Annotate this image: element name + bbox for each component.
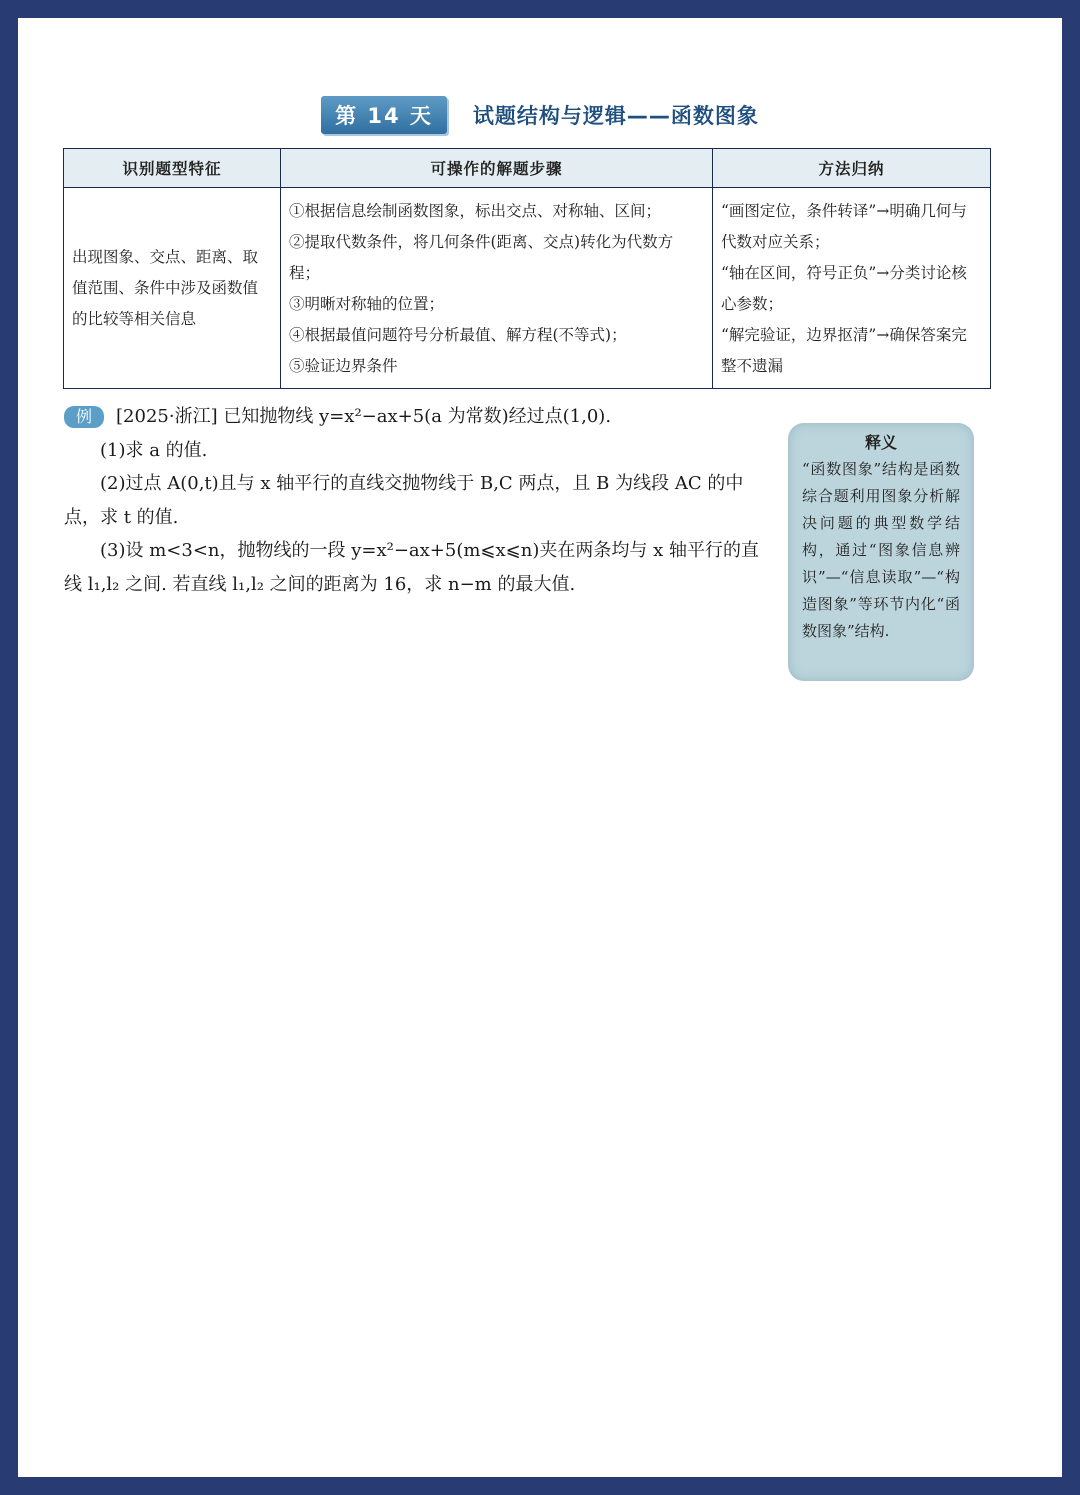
method-item: “解完验证，边界抠清”→确保答案完整不遗漏 bbox=[721, 326, 967, 375]
header-steps: 可操作的解题步骤 bbox=[281, 149, 713, 188]
note-title: 释义 bbox=[864, 433, 897, 452]
example-stem: 已知抛物线 y=x²−ax+5(a 为常数)经过点(1,0). bbox=[223, 406, 612, 427]
example-problem bbox=[64, 400, 764, 601]
step-item: ③明晰对称轴的位置； bbox=[289, 295, 445, 313]
question-3: (3)设 m<3<n，抛物线的一段 y=x²−ax+5(m⩽x⩽n)夹在两条均与 x 轴平行的直线 l₁,l₂ 之间. 若直线 l₁,l₂ 之间的距离为 16，求 n−m 的最大值. bbox=[64, 540, 759, 595]
day-badge: 第 14 天 bbox=[321, 96, 447, 134]
example-stem-line bbox=[64, 400, 764, 434]
method-item: “轴在区间，符号正负”→分类讨论核心参数； bbox=[721, 264, 967, 313]
step-item: ④根据最值问题符号分析最值、解方程(不等式)； bbox=[289, 326, 627, 344]
example-badge: 例 bbox=[64, 406, 104, 428]
summary-table bbox=[63, 148, 991, 389]
step-item: ①根据信息绘制函数图象，标出交点、对称轴、区间； bbox=[289, 202, 662, 220]
page-title: 试题结构与逻辑——函数图象 bbox=[472, 104, 759, 128]
step-item: ②提取代数条件，将几何条件(距离、交点)转化为代数方程； bbox=[289, 233, 674, 282]
step-item: ⑤验证边界条件 bbox=[289, 357, 398, 375]
feature-cell: 出现图象、交点、距离、取值范围、条件中涉及函数值的比较等相关信息 bbox=[64, 188, 281, 389]
steps-cell bbox=[281, 188, 713, 389]
note-body: “函数图象”结构是函数综合题利用图象分析解决问题的典型数学结构，通过“图象信息辨识”—“信息读取”—“构造图象”等环节内化“函数图象”结构. bbox=[802, 460, 960, 640]
header-feature: 识别题型特征 bbox=[64, 149, 281, 188]
page-header bbox=[18, 96, 1062, 134]
method-item: “画图定位，条件转译”→明确几何与代数对应关系； bbox=[721, 202, 967, 251]
methods-cell bbox=[713, 188, 991, 389]
example-source: [2025·浙江] bbox=[116, 406, 218, 427]
question-1: (1)求 a 的值. bbox=[100, 439, 208, 461]
explanation-note bbox=[788, 423, 974, 681]
table-row bbox=[64, 188, 991, 389]
table-header-row bbox=[64, 149, 991, 188]
page bbox=[18, 18, 1062, 1477]
header-methods: 方法归纳 bbox=[713, 149, 991, 188]
question-2: (2)过点 A(0,t)且与 x 轴平行的直线交抛物线于 B,C 两点，且 B 为线段 AC 的中点，求 t 的值. bbox=[64, 473, 744, 528]
